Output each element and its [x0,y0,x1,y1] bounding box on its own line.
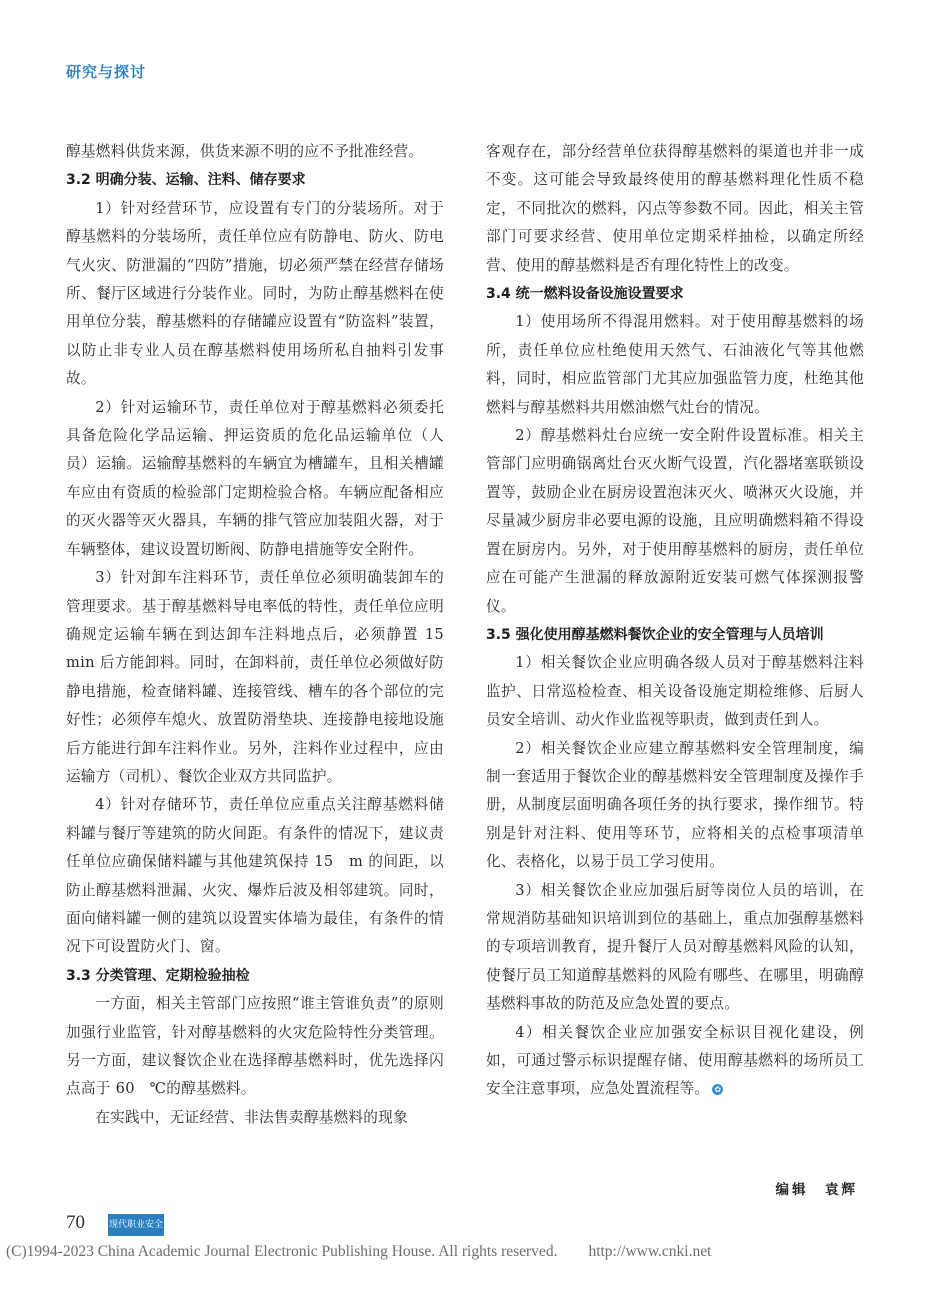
body-paragraph: 3）相关餐饮企业应加强后厨等岗位人员的培训，在常规消防基础知识培训到位的基础上，重点加强醇基燃料的专项培训教育，提升餐厅人员对醇基燃料风险的认知，使餐厅员工知道醇基燃料的风险有哪些、在哪里，明确醇基燃料事故的防范及应急处置的要点。 [486,881,864,1013]
editor-credit: 编辑 袁辉 [775,1182,858,1198]
magazine-logo: 现代职业安全 [108,1214,164,1236]
copyright-notice: (C)1994-2023 China Academic Journal Electronic Publishing House. All rights reserved. http://www.cnki.net [6,1243,712,1260]
paragraph-text: 4）相关餐饮企业应加强安全标识目视化建设，例如，可通过警示标识提醒存储、使用醇基燃料的场所员工安全注意事项，应急处置流程等。 [486,1023,864,1098]
body-paragraph: 醇基燃料供货来源，供货来源不明的应不予批准经营。 [66,143,424,160]
body-paragraph [486,1019,864,1104]
section-heading: 3.2 明确分装、运输、注料、储存要求 [66,172,306,189]
body-paragraph: 4）针对存储环节，责任单位应重点关注醇基燃料储料罐与餐厅等建筑的防火间距。有条件的情况下，建议责任单位应确保储料罐与其他建筑保持 15 m 的间距，以防止醇基燃料泄漏、火灾、爆炸后波及相邻建筑。同时，面向储料罐一侧的建筑以设置实体墙为最佳，有条件的情况下可设置防火门、窗。 [66,796,444,956]
left-column [66,138,459,1132]
section-heading: 3.5 强化使用醇基燃料餐饮企业的安全管理与人员培训 [486,626,824,643]
body-paragraph: 3）针对卸车注料环节，责任单位必须明确装卸车的管理要求。基于醇基燃料导电率低的特性，责任单位应明确规定运输车辆在到达卸车注料地点后，必须静置 15 min 后方能卸料。同时，在卸料前，责任单位必须做好防静电措施，检查储料罐、连接管线、槽车的各个部位的完好性；必须停车熄火、放置防滑垫块、连接静电接地设施后方能进行卸车注料作业。另外，注料作业过程中，应由运输方（司机）、餐饮企业双方共同监护。 [66,569,459,785]
body-paragraph: 一方面，相关主管部门应按照“谁主管谁负责”的原则加强行业监管，针对醇基燃料的火灾危险特性分类管理。另一方面，建议餐饮企业在选择醇基燃料时，优先选择闪点高于 60 ℃的醇基燃料。 [66,995,444,1098]
body-paragraph: 1）针对经营环节，应设置有专门的分装场所。对于醇基燃料的分装场所，责任单位应有防静电、防火、防电气火灾、防泄漏的“四防”措施，切必须严禁在经营存储场所、餐厅区域进行分装作业。同时，为防止醇基燃料在使用单位分装，醇基燃料的存储罐应设置有“防盗料”装置，以防止非专业人员在醇基燃料使用场所私自抽料引发事故。 [66,199,444,388]
body-paragraph: 1）相关餐饮企业应明确各级人员对于醇基燃料注料监护、日常巡检检查、相关设备设施定期检维修、后厨人员安全培训、动火作业监视等职责，做到责任到人。 [486,654,864,729]
section-heading: 3.4 统一燃料设备设施设置要求 [486,286,684,303]
body-paragraph: 2）针对运输环节，责任单位对于醇基燃料必须委托具备危险化学品运输、押运资质的危化品运输单位（人员）运输。运输醇基燃料的车辆宜为槽罐车，且相关槽罐车应由有资质的检验部门定期检验合格。车辆应配备相应的灭火器等灭火器具，车辆的排气管应加装阻火器，对于车辆整体，建议设置切断阀、防静电措施等安全附件。 [66,398,444,558]
body-paragraph: 2）醇基燃料灶台应统一安全附件设置标准。相关主管部门应明确锅离灶台灭火断气设置，汽化器堵塞联锁设置等，鼓励企业在厨房设置泡沫灭火、喷淋灭火设施，并尽量减少厨房非必要电源的设施，且应明确燃料箱不得设置在厨房内。另外，对于使用醇基燃料的厨房，责任单位应在可能产生泄漏的释放源附近安装可燃气体探测报警仪。 [486,427,864,615]
article-end-icon: ✿ [714,1084,722,1094]
body-paragraph: 2）相关餐饮企业应建立醇基燃料安全管理制度，编制一套适用于餐饮企业的醇基燃料安全管理制度及操作手册，从制度层面明确各项任务的执行要求，操作细节。特别是针对注料、使用等环节，应将相关的点检事项清单化、表格化，以易于员工学习使用。 [486,739,864,871]
body-paragraph: 客观存在，部分经营单位获得醇基燃料的渠道也并非一成不变。这可能会导致最终使用的醇基燃料理化性质不稳定，不同批次的燃料，闪点等参数不同。因此，相关主管部门可要求经营、使用单位定期采样抽检，以确定所经营、使用的醇基燃料是否有理化特性上的改变。 [486,143,864,274]
section-heading: 3.3 分类管理、定期检验抽检 [66,967,250,984]
body-paragraph: 1）使用场所不得混用燃料。对于使用醇基燃料的场所，责任单位应杜绝使用天然气、石油液化气等其他燃料，同时，相应监管部门尤其应加强监管力度，杜绝其他燃料与醇基燃料共用燃油燃气灶台的情况。 [486,313,864,416]
page-number: 70 [66,1212,85,1233]
right-column [486,138,864,1104]
section-tag: 研究与探讨 [66,63,147,81]
body-paragraph: 在实践中，无证经营、非法售卖醇基燃料的现象 [95,1108,408,1126]
